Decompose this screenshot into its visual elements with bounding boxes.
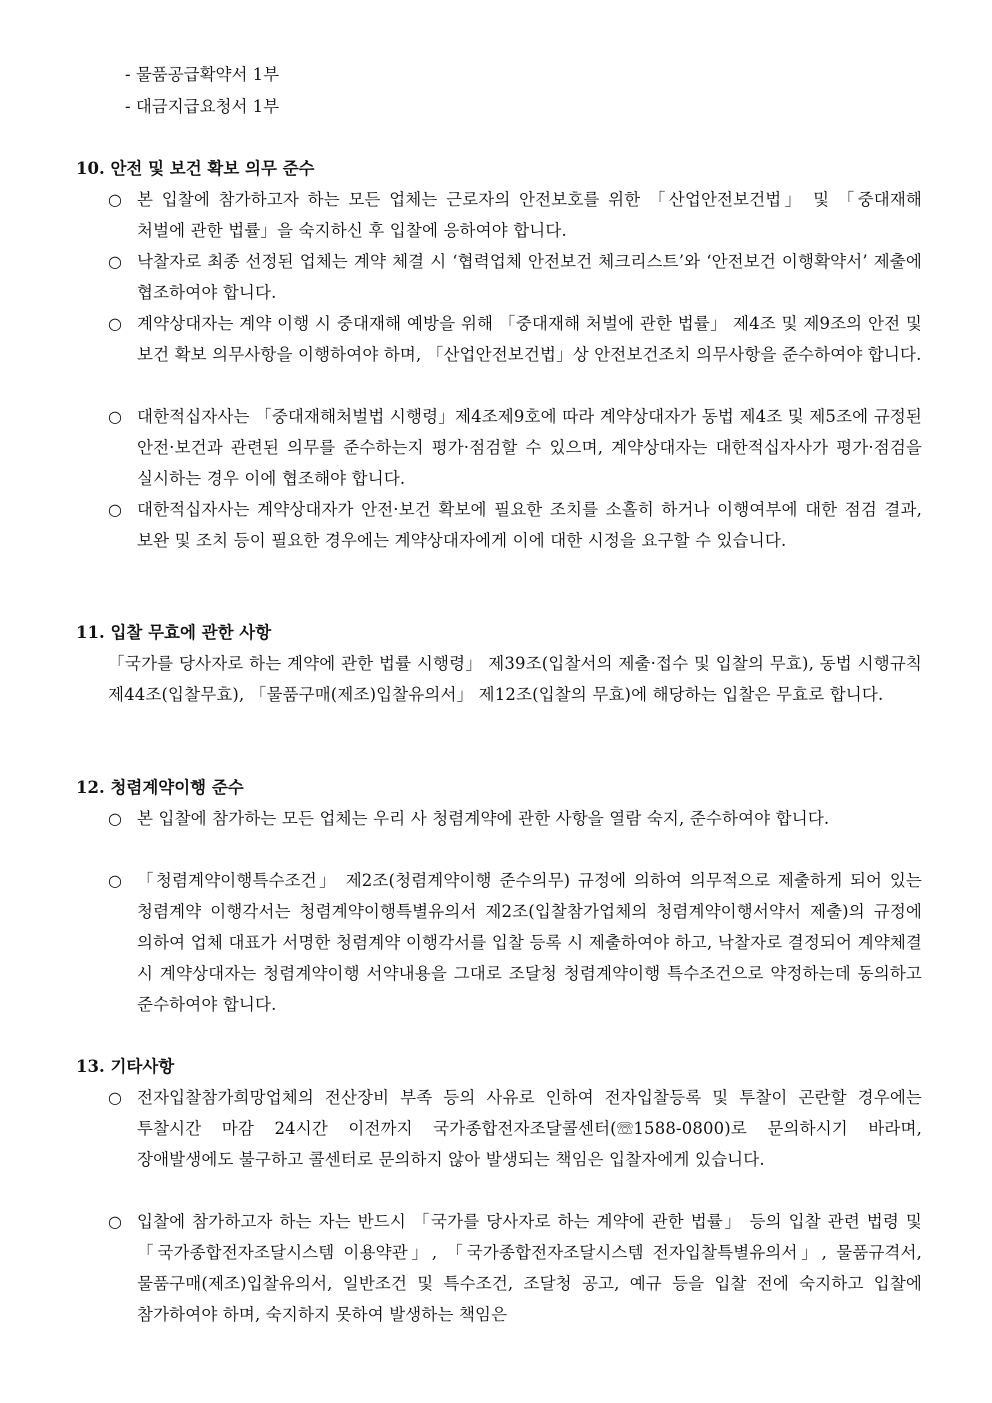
circle-bullet-icon: ○ xyxy=(108,252,122,271)
circle-bullet-icon: ○ xyxy=(108,407,122,426)
circle-bullet-icon: ○ xyxy=(108,1212,122,1231)
section-10-item-4 xyxy=(108,401,922,494)
section-12-item-2-text: 「청렴계약이행특수조건」 제2조(청렴계약이행 준수의무) 규정에 의하여 의무적으로 제출하게 되어 있는 청렴계약 이행각서는 청렴계약이행특별유의서 제2조(입찰참가업체의 청렴계약이행서약서 제출)의 규정에 의하여 업체 대표가 서명한 청렴계약 이행각서를 입찰 등록 시 제출하여야 하고, 낙찰자로 결정되어 계약체결 시 계약상대자는 청렴계약이행 서약내용을 그대로 조달청 청렴계약이행 특수조건으로 약정하는데 동의하고 준수하여야 합니다. xyxy=(137,871,922,1014)
circle-bullet-icon: ○ xyxy=(108,314,122,333)
section-10-item-3 xyxy=(108,308,922,370)
circle-bullet-icon: ○ xyxy=(108,190,122,209)
section-10-item-1-text: 본 입찰에 참가하고자 하는 모든 업체는 근로자의 안전보호를 위한 「산업안전보건법」 및 「중대재해 처벌에 관한 법률」을 숙지하신 후 입찰에 응하여야 합니다. xyxy=(137,190,922,240)
section-13-item-2-text: 입찰에 참가하고자 하는 자는 반드시 「국가를 당사자로 하는 계약에 관한 법률」 등의 입찰 관련 법령 및 「국가종합전자조달시스템 이용약관」, 「국가종합전자조달시스템 전자입찰특별유의서」, 물품규격서, 물품구매(제조)입찰유의서, 일반조건 및 특수조건, 조달청 공고, 예규 등을 입찰 전에 숙지하고 입찰에 참가하여야 하며, 숙지하지 못하여 발생하는 책임은 xyxy=(137,1212,922,1324)
section-11-heading: 11. 입찰 무효에 관한 사항 xyxy=(76,623,272,642)
section-12-heading: 12. 청렴계약이행 준수 xyxy=(76,778,244,797)
section-13-item-2 xyxy=(108,1206,922,1330)
section-10-item-3-text: 계약상대자는 계약 이행 시 중대재해 예방을 위해 「중대재해 처벌에 관한 법률」 제4조 및 제9조의 안전 및 보건 확보 의무사항을 이행하여야 하며, 「산업안전보건법」상 안전보건조치 의무사항을 준수하여야 합니다. xyxy=(137,314,922,364)
section-12-item-1 xyxy=(108,803,922,834)
section-12-item-1-text: 본 입찰에 참가하는 모든 업체는 우리 사 청렴계약에 관한 사항을 열람 숙지, 준수하여야 합니다. xyxy=(137,809,830,828)
section-10-heading: 10. 안전 및 보건 확보 의무 준수 xyxy=(76,159,315,178)
section-10-item-5 xyxy=(108,494,922,556)
section-13-item-1 xyxy=(108,1082,922,1175)
section-10-item-2-text: 낙찰자로 최종 선정된 업체는 계약 체결 시 ‘협력업체 안전보건 체크리스트’와 ‘안전보건 이행확약서’ 제출에 협조하여야 합니다. xyxy=(137,252,922,302)
section-13-heading: 13. 기타사항 xyxy=(76,1057,175,1076)
section-11-text: 「국가를 당사자로 하는 계약에 관한 법률 시행령」 제39조(입찰서의 제출·접수 및 입찰의 무효), 동법 시행규칙 제44조(입찰무효), 「물품구매(제조)입찰유의서」 제12조(입찰의 무효)에 해당하는 입찰은 무효로 합니다. xyxy=(108,654,922,704)
circle-bullet-icon: ○ xyxy=(108,871,122,890)
section-13-item-1-text: 전자입찰참가희망업체의 전산장비 부족 등의 사유로 인하여 전자입찰등록 및 투찰이 곤란할 경우에는 투찰시간 마감 24시간 이전까지 국가종합전자조달콜센터(☏1588-0800)로 문의하시기 바라며, 장애발생에도 불구하고 콜센터로 문의하지 않아 발생되는 책임은 입찰자에게 있습니다. xyxy=(137,1088,922,1169)
list-item-payment-request: - 대금지급요청서 1부 xyxy=(125,97,280,116)
section-10-item-5-text: 대한적십자사는 계약상대자가 안전·보건 확보에 필요한 조치를 소홀히 하거나 이행여부에 대한 점검 결과, 보완 및 조치 등이 필요한 경우에는 계약상대자에게 이에 대한 시정을 요구할 수 있습니다. xyxy=(137,500,922,550)
circle-bullet-icon: ○ xyxy=(108,500,122,519)
section-10-item-1 xyxy=(108,184,922,246)
circle-bullet-icon: ○ xyxy=(108,809,122,828)
section-10-item-2 xyxy=(108,246,922,308)
circle-bullet-icon: ○ xyxy=(108,1088,122,1107)
section-10-item-4-text: 대한적십자사는 「중대재해처벌법 시행령」제4조제9호에 따라 계약상대자가 동법 제4조 및 제5조에 규정된 안전·보건과 관련된 의무를 준수하는지 평가·점검할 수 있으며, 계약상대자는 대한적십자사가 평가·점검을 실시하는 경우 이에 협조해야 합니다. xyxy=(137,407,922,488)
list-item-supply-commitment: - 물품공급확약서 1부 xyxy=(125,65,280,84)
section-12-item-2 xyxy=(108,865,922,1020)
